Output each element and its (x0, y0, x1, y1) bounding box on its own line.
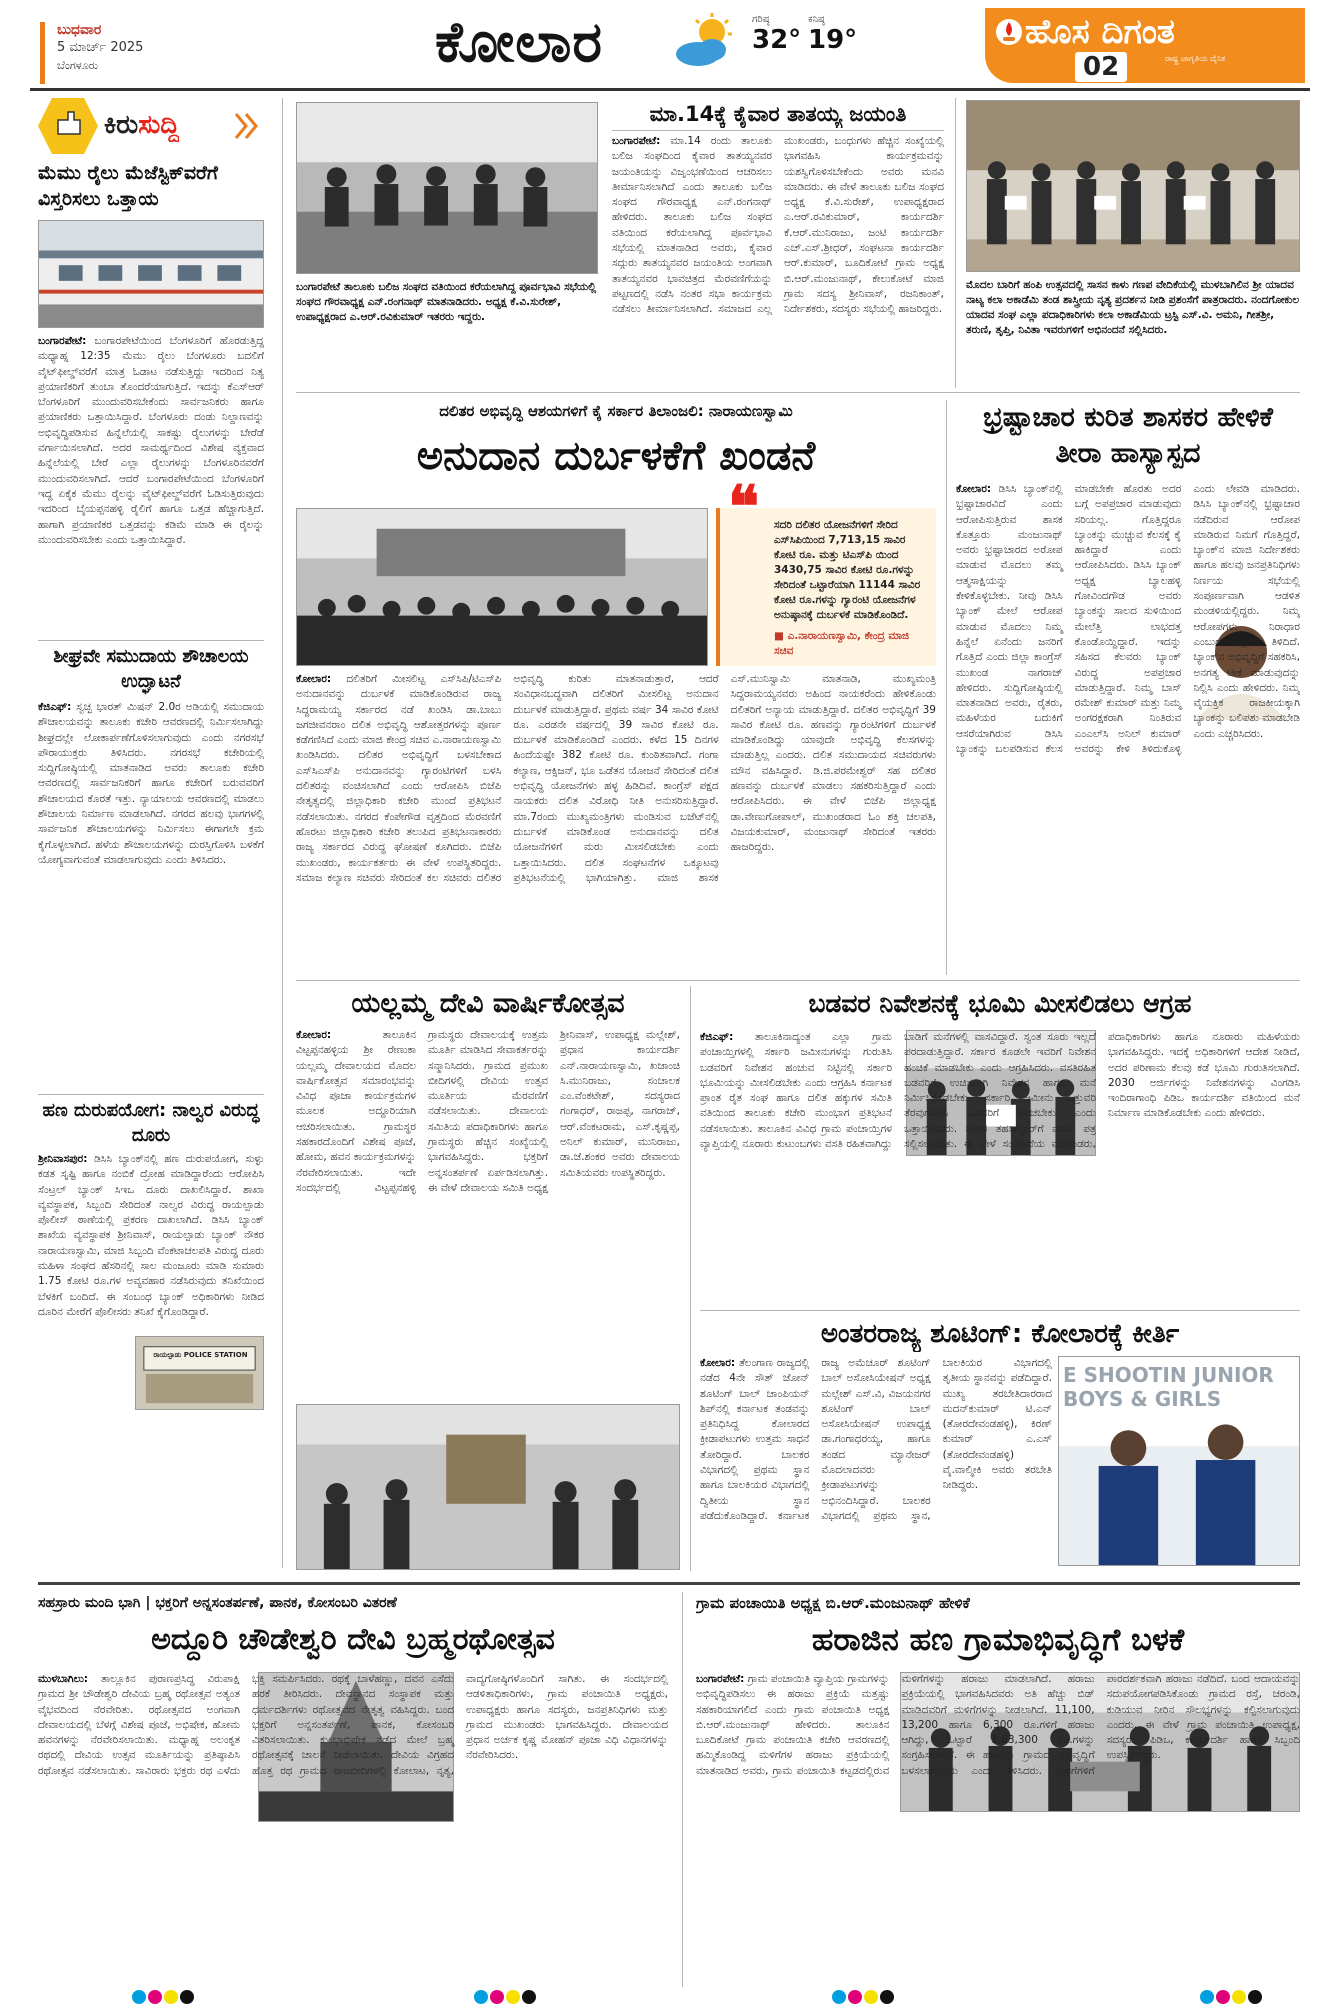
yellamma-temple-photo (296, 1404, 680, 1570)
memu-article (38, 334, 264, 646)
quote-mark-icon: ❝ (728, 473, 760, 541)
anudana-quote-box (716, 473, 936, 666)
shouchalaya-dateline: ಕೆಜಿಎಫ್: (38, 701, 72, 713)
kirusuddi-label-a: ಕಿರು (104, 110, 139, 140)
lamp-logo-icon (995, 18, 1023, 46)
harajina-kicker: ಗ್ರಾಮ ಪಂಚಾಯಿತಿ ಅಧ್ಯಕ್ಷ ಬಿ.ಆರ್.ಮಂಜುನಾಥ್ ಹೇಳಿಕೆ (696, 1594, 970, 1612)
yellamma-dateline: ಕೋಲಾರ: (296, 1029, 332, 1041)
weather-widget (672, 8, 872, 78)
column-rule-bottom (682, 1592, 683, 1987)
left-divider-1 (38, 640, 264, 641)
anudana-quote: ಸದರಿ ದಲಿತರ ಯೋಜನೆಗಳಿಗೆ ಸೇರಿದ ಎಸ್‌ಸಿಪಿಯಿಂದ 7,713,15 ಸಾವಿರ ಕೋಟಿ ರೂ. ಮತ್ತು ಟಿಎಸ್‌ಪಿ ಯಿಂದ 3430,75 ಸಾವಿರ ಕೋಟಿ ರೂ.ಗಳನ್ನು ಸೇರಿದಂತೆ ಒಟ್ಟಾರೆಯಾಗಿ 11144 ಸಾವಿರ ಕೋಟಿ ರೂ.ಗಳನ್ನು ಗ್ಯಾರಂಟಿ ಯೋಜನೆಗಳ ಅನುಷ್ಠಾನಕ್ಕೆ ದುರ್ಬಳಕೆ ಮಾಡಿಕೊಂಡಿದೆ. (774, 519, 921, 621)
tatayya-rule (612, 130, 944, 131)
shouchalaya-body: ಸ್ವಚ್ಛ ಭಾರತ್ ಮಿಷನ್ 2.0ರ ಅಡಿಯಲ್ಲಿ ಸಮುದಾಯ ಶೌಚಾಲಯವನ್ನು ತಾಲೂಕು ಕಚೇರಿ ಆವರಣದಲ್ಲಿ ನಿರ್ಮಿಸಲಾಗಿದ್ದು ಶೀಘ್ರದಲ್ಲೇ ಲೋಕಾರ್ಪಣೆಗೊಳಿಸಲಾಗುವುದು ಎಂದು ನಗರಸಭೆ ಪೌರಾಯುಕ್ತರು ತಿಳಿಸಿದರು. ನಗರಸಭೆ ಕಚೇರಿಯಲ್ಲಿ ಸುದ್ದಿಗೋಷ್ಠಿಯಲ್ಲಿ ಮಾತನಾಡಿದ ಅವರು ತಾಲೂಕು ಕಚೇರಿ ಆವರಣದಲ್ಲಿ ಸಾರ್ವಜನಿಕರಿಗೆ ಹಾಗೂ ಕಚೇರಿಗೆ ಬರುವವರಿಗೆ ಶೌಚಾಲಯದ ಕೊರತೆ ಇತ್ತು. ನ್ಯಾಯಾಲಯ ಆವರಣದಲ್ಲಿ ಮಾಡಲು ಶೌಚಾಲಯ ನಿರ್ಮಾಣ ಮಾಡಲಾಗಿದೆ. ನಗರದ ಹಲವು ಭಾಗಗಳಲ್ಲಿ ಸಾರ್ವಜನಿಕ ಶೌಚಾಲಯಗಳನ್ನು ನಿರ್ಮಿಸಲು ಈಗಾಗಲೇ ಕ್ರಮ ಕೈಗೊಳ್ಳಲಾಗಿದೆ. ಹಳೆಯ ಶೌಚಾಲಯಗಳನ್ನು ದುರಸ್ತಿಗೊಳಿಸಿ ಬಳಕೆಗೆ ಯೋಗ್ಯವಾಗುವಂತೆ ಮಾಡಲಾಗುವುದು ಎಂದು ತಿಳಿಸಿದರು. (38, 701, 264, 866)
memu-train-photo (38, 220, 264, 328)
hana-dateline: ಶ್ರೀನಿವಾಸಪುರ: (38, 1153, 88, 1165)
kirusuddi-label-b: ಸುದ್ದಿ (138, 110, 180, 140)
brand-tagline: ರಾಷ್ಟ್ರ ಜಾಗೃತಿಯ ದೈನಿಕ (1165, 54, 1226, 63)
masthead-divider (30, 88, 1310, 91)
balija-photo-caption: ಬಂಗಾರಪೇಟೆ ತಾಲೂಕು ಬಲಿಜ ಸಂಘದ ವತಿಯಿಂದ ಕರೆಯಲಾಗಿದ್ದ ಪೂರ್ವಭಾವಿ ಸಭೆಯಲ್ಲಿ ಸಂಘದ ಗೌರವಾಧ್ಯಕ್ಷ ಎನ್.ರಂಗನಾಥ್ ಮಾತನಾಡಿದರು. ಅಧ್ಯಕ್ಷ ಕೆ.ವಿ.ಸುರೇಶ್, ಉಪಾಧ್ಯಕ್ಷರಾದ ಎ.ಆರ್.ರವಿಕುಮಾರ್ ಇತರರು ಇದ್ದರು. (296, 281, 597, 323)
anudana-article (296, 672, 936, 972)
adduri-body: ತಾಲ್ಲೂಕಿನ ಪುರಾಣಪ್ರಸಿದ್ಧ ವಿರುಪಾಕ್ಷಿ ಗ್ರಾಮದ ಶ್ರೀ ಚೌಡೇಶ್ವರಿ ದೇವಿಯ ಬ್ರಹ್ಮ ರಥೋತ್ಸವ ಅತ್ಯಂತ ವೈಭವದಿಂದ ನೆರವೇರಿತು. ರಥೋತ್ಸವದ ಅಂಗವಾಗಿ ದೇವಾಲಯದಲ್ಲಿ ಬೆಳಗ್ಗೆ ವಿಶೇಷ ಪೂಜೆ, ಅಭಿಷೇಕ, ಹೋಮ ಹವನಗಳನ್ನು ನೆರವೇರಿಸಲಾಯಿತು. ಮಧ್ಯಾಹ್ನ ಅಲಂಕೃತ ರಥದಲ್ಲಿ ದೇವಿಯ ಉತ್ಸವ ಮೂರ್ತಿಯನ್ನು ಪ್ರತಿಷ್ಠಾಪಿಸಿ ರಥೋತ್ಸವ ನಡೆಸಲಾಯಿತು. ಸಾವಿರಾರು ಭಕ್ತರು ರಥ ಎಳೆದು ಭಕ್ತಿ ಸಮರ್ಪಿಸಿದರು. ರಥಕ್ಕೆ ಬಾಳೆಹಣ್ಣು, ದವನ ಎಸೆದು ಹರಕೆ ತೀರಿಸಿದರು. ದೇವಸ್ಥಾನದ ಸಂಸ್ಥಾಪಕ ಮತ್ತು ಧರ್ಮದರ್ಶಿಗಳು ರಥೋತ್ಸವದ ನೇತೃತ್ವ ವಹಿಸಿದ್ದರು. ಬಂದ ಭಕ್ತರಿಗೆ ಅನ್ನಸಂತರ್ಪಣೆ, ಪಾನಕ, ಕೋಸಂಬರಿ ವಿತರಿಸಲಾಯಿತು. ಕುಂಭಾಭಿಷೇಕ ನಡೆದ ಮೇಲೆ ಬ್ರಹ್ಮ ರಥೋತ್ಸವಕ್ಕೆ ಚಾಲನೆ ನೀಡಲಾಯಿತು. ದೇವಿಯ ವಿಗ್ರಹದ ಹೊತ್ತ ರಥ ಗ್ರಾಮದ ರಾಜಬೀದಿಗಳಲ್ಲಿ ಕೋಲಾಟ, ನೃತ್ಯ, ವಾದ್ಯಗೋಷ್ಠಿಗಳೊಂದಿಗೆ ಸಾಗಿತು. ಈ ಸಂದರ್ಭದಲ್ಲಿ ಆಡಳಿತಾಧಿಕಾರಿಗಳು, ಗ್ರಾಮ ಪಂಚಾಯಿತಿ ಅಧ್ಯಕ್ಷರು, ಉಪಾಧ್ಯಕ್ಷರು ಹಾಗೂ ಸದಸ್ಯರು, ಜನಪ್ರತಿನಿಧಿಗಳು ಮತ್ತು ಗ್ರಾಮದ ಮುಖಂಡರು ಭಾಗವಹಿಸಿದ್ದರು. ದೇವಾಲಯದ ಪ್ರಧಾನ ಅರ್ಚಕ ಕೃಷ್ಣ ಮೋಹನ್ ಪೂಜಾ ವಿಧಿ ವಿಧಾನಗಳನ್ನು ನೆರವೇರಿಸಿದರು. (38, 1673, 668, 1777)
row-divider-2 (296, 980, 1300, 981)
bhrashtachara-article (956, 482, 1300, 972)
hana-article-cont (38, 1336, 130, 1586)
shooting-article (700, 1356, 1052, 1566)
min-temp: ಕನಿಷ್ಠ 19° (808, 14, 858, 55)
anudana-body: ದಲಿತರಿಗೆ ಮೀಸಲಿಟ್ಟ ಎಸ್‌ಸಿಪಿ/ಟಿಎಸ್‌ಪಿ ಅನುದಾನವನ್ನು ದುರ್ಬಳಕೆ ಮಾಡಿಕೊಂಡಿರುವ ರಾಜ್ಯ ಸಿದ್ದರಾಮಯ್ಯ ಸರ್ಕಾರದ ನಡೆ ಖಂಡಿಸಿ ಡಾ.ಬಾಬು ಜಗಜೀವನರಾಂ ದಲಿತ ಅಭಿವೃದ್ಧಿ ಆಶೋತ್ತರಗಳನ್ನು ಪೂರ್ಣ ಕಡೆಗಣಿಸಿದೆ ಎಂದು ಮಾಜಿ ಕೇಂದ್ರ ಸಚಿವ ಎ.ನಾರಾಯಣಸ್ವಾಮಿ ಖಂಡಿಸಿದರು. ದಲಿತರ ಅಭಿವೃದ್ಧಿಗೆ ಬಳಸಬೇಕಾದ ಎಸ್‌ಸಿಎಸ್‌ಪಿ ಅನುದಾನವನ್ನು ಗ್ಯಾರಂಟಿಗಳಿಗೆ ಬಳಸಿ ದಲಿತರನ್ನು ವಂಚಿಸಲಾಗಿದೆ ಎಂದು ಆರೋಪಿಸಿ ಬಿಜೆಪಿ ನೇತೃತ್ವದಲ್ಲಿ ಜಿಲ್ಲಾಧಿಕಾರಿ ಕಚೇರಿ ಮುಂದೆ ಪ್ರತಿಭಟನೆ ನಡೆಸಲಾಯಿತು. ನಗರದ ಕೆಂಪೇಗೌಡ ವೃತ್ತದಿಂದ ಮೆರವಣಿಗೆ ಹೊರಟು ಜಿಲ್ಲಾಧಿಕಾರಿ ಕಚೇರಿ ತಲುಪಿದ ಪ್ರತಿಭಟನಾಕಾರರು ರಾಜ್ಯ ಸರ್ಕಾರದ ವಿರುದ್ಧ ಘೋಷಣೆ ಕೂಗಿದರು. ಬಿಜೆಪಿ ಮುಖಂಡರು, ಕಾರ್ಯಕರ್ತರು ಈ ವೇಳೆ ಉಪಸ್ಥಿತರಿದ್ದರು. ಸಮಾಜ ಕಲ್ಯಾಣ ಸಚಿವರು ಸೇರಿದಂತೆ ಕಲ ಸಚಿವರು ದಲಿತರ ಅಭಿವೃದ್ಧಿ ಕುರಿತು ಮಾತನಾಡುತ್ತಾರೆ, ಆದರೆ ಸಂವಿಧಾನಬದ್ಧವಾಗಿ ದಲಿತರಿಗೆ ಮೀಸಲಿಟ್ಟ ಅನುದಾನ ದುರ್ಬಳಕೆ ಮಾಡುತ್ತಿದ್ದಾರೆ. ಪ್ರಥಮ ವರ್ಷ 34 ಸಾವಿರ ಕೋಟಿ ರೂ. ಎರಡನೇ ವರ್ಷದಲ್ಲಿ 39 ಸಾವಿರ ಕೋಟಿ ರೂ. ದುರ್ಬಳಕೆ ಮಾಡಿಕೊಂಡಿದೆ ಎಂದರು. ಕಳೆದ 15 ದಿನಗಳ ಹಿಂದೆಯಷ್ಟೇ 382 ಕೋಟಿ ರೂ. ಕುಂಠಿತವಾಗಿದೆ. ಗಂಗಾ ಕಲ್ಯಾಣ, ಆಕ್ಸಿಜನ್, ಭೂ ಒಡೆತನ ಯೋಜನೆ ಸೇರಿದಂತೆ ದಲಿತ ಅಭಿವೃದ್ಧಿ ಯೋಜನೆಗಳು ಹಳ್ಳ ಹಿಡಿದಿವೆ. ಕಾಂಗ್ರೆಸ್ ಪಕ್ಷದ ನಾಯಕರು ದಲಿತ ವಿರೋಧಿ ನೀತಿ ಅನುಸರಿಸುತ್ತಿದ್ದಾರೆ. ಮಾ.7ರಂದು ಮುಖ್ಯಮಂತ್ರಿಗಳು ಮಂಡಿಸುವ ಬಜೆಟ್‌ನಲ್ಲಿ ದುರ್ಬಳಕೆ ಮಾಡಿಕೊಂಡ ಅನುದಾನವನ್ನು ದಲಿತ ಯೋಜನೆಗಳಿಗೆ ಮರು ಮೀಸಲಿಡಬೇಕು ಎಂದು ಒತ್ತಾಯಿಸಿದರು. ದಲಿತ ಸಂಘಟನೆಗಳ ಒಕ್ಕೂಟವು ಪ್ರತಿಭಟನೆಯಲ್ಲಿ ಭಾಗಿಯಾಗಿತ್ತು. ಮಾಜಿ ಶಾಸಕ ಎಸ್.ಮುನಿಸ್ವಾಮಿ ಮಾತನಾಡಿ, ಮುಖ್ಯಮಂತ್ರಿ ಸಿದ್ದರಾಮಯ್ಯನವರು ಅಹಿಂದ ನಾಯಕರೆಂದು ಹೇಳಿಕೊಂಡು ದಲಿತರಿಗೆ ಅನ್ಯಾಯ ಮಾಡುತ್ತಿದ್ದಾರೆ. ದಲಿತರ ಅಭಿವೃದ್ಧಿಗೆ 39 ಸಾವಿರ ಕೋಟಿ ರೂ. ಹಣವನ್ನು ಗ್ಯಾರಂಟಿಗಳಿಗೆ ದುರ್ಬಳಕೆ ಮಾಡಿಕೊಂಡಿದ್ದು ಯಾವುದೇ ಅಭಿವೃದ್ಧಿ ಕೆಲಸಗಳನ್ನು ಮಾಡುತ್ತಿಲ್ಲ ಎಂದರು. ದಲಿತ ಸಮುದಾಯದ ಸಚಿವರುಗಳು ಮೌನ ವಹಿಸಿದ್ದಾರೆ. ಡಿ.ಜಿ.ಪರಮೇಶ್ವರ್ ಸಹ ದಲಿತರ ಹಣವನ್ನು ದುರ್ಬಳಕೆ ಮಾಡಲು ಸಹಕರಿಸುತ್ತಿದ್ದಾರೆ ಎಂದು ಆರೋಪಿಸಿದರು. ಈ ವೇಳೆ ಬಿಜೆಪಿ ಜಿಲ್ಲಾಧ್ಯಕ್ಷ ಡಾ.ವೇಣುಗೋಪಾಲ್, ಮುಖಂಡರಾದ ಓಂ ಶಕ್ತಿ ಚಲಪತಿ, ವಿಜಯಕುಮಾರ್, ಮಂಜುನಾಥ್ ಸೇರಿದಂತೆ ಇತರರು ಹಾಜರಿದ್ದರು. (296, 673, 936, 884)
tatayya-body: ಮಾ.14 ರಂದು ತಾಲೂಕು ಬಲಿಜ ಸಂಘದಿಂದ ಕೈವಾರ ತಾತಯ್ಯನವರ ಜಯಂತಿಯನ್ನು ವಿಜೃಂಭಣೆಯಿಂದ ಆಚರಿಸಲು ತೀರ್ಮಾನಿಸಲಾಗಿದೆ ಎಂದು ತಾಲೂಕು ಬಲಿಜ ಸಂಘದ ಗೌರವಾಧ್ಯಕ್ಷ ಎನ್.ರಂಗನಾಥ್ ಹೇಳಿದರು. ತಾಲೂಕು ಬಲಿಜ ಸಂಘದ ವತಿಯಿಂದ ಕರೆಯಲಾಗಿದ್ದ ಪೂರ್ವಭಾವಿ ಸಭೆಯಲ್ಲಿ ಮಾತನಾಡಿದ ಅವರು, ಕೈವಾರ ಸದ್ಗುರು ತಾತಯ್ಯನವರ ಜಯಂತಿಯ ಅಂಗವಾಗಿ ತಾತಯ್ಯನವರ ಭಾವಚಿತ್ರದ ಮೆರವಣಿಗೆಯನ್ನು ಪಟ್ಟಣದಲ್ಲಿ ನಡೆಸಿ ನಂತರ ಸಭಾ ಕಾರ್ಯಕ್ರಮ ನಡೆಸಲು ತೀರ್ಮಾನಿಸಲಾಗಿದೆ. ಸಮಾಜದ ಎಲ್ಲ ಮುಖಂಡರು, ಬಂಧುಗಳು ಹೆಚ್ಚಿನ ಸಂಖ್ಯೆಯಲ್ಲಿ ಭಾಗವಹಿಸಿ ಕಾರ್ಯಕ್ರಮವನ್ನು ಯಶಸ್ವಿಗೊಳಿಸಬೇಕೆಂದು ಅವರು ಮನವಿ ಮಾಡಿದರು. ಈ ವೇಳೆ ತಾಲೂಕು ಬಲಿಜ ಸಂಘದ ಅಧ್ಯಕ್ಷ ಕೆ.ವಿ.ಸುರೇಶ್, ಉಪಾಧ್ಯಕ್ಷರಾದ ಎ.ಆರ್.ರವಿಕುಮಾರ್, ಕಾರ್ಯದರ್ಶಿ ಕೆ.ಆರ್.ಮುನಿರಾಜು, ಜಂಟಿ ಕಾರ್ಯದರ್ಶಿ ಎಚ್.ಎಸ್.ಶ್ರೀಧರ್, ಸಂಘಟನಾ ಕಾರ್ಯದರ್ಶಿ ಆರ್.ಕುಮಾರ್, ಬೂದಿಕೋಟೆ ಗ್ರಾಮ ಅಧ್ಯಕ್ಷ ಬಿ.ಆರ್.ಮಂಜುನಾಥ್, ಕೇಲುಕೋಟೆ ಮಾಜಿ ಗ್ರಾಮ ಸದಸ್ಯ ಶ್ರೀನಿವಾಸ್, ರಜನಿಕಾಂತ್, ನಿರ್ದೇಶಕರು, ಸದಸ್ಯರು ಸಭೆಯಲ್ಲಿ ಹಾಜರಿದ್ದರು. (612, 135, 944, 316)
badavara-body: ತಾಲೂಕಿನಾದ್ಯಂತ ಎಲ್ಲಾ ಗ್ರಾಮ ಪಂಚಾಯ್ತಿಗಳಲ್ಲಿ ಸರ್ಕಾರಿ ಜಮೀನುಗಳನ್ನು ಗುರುತಿಸಿ ಬಡವರಿಗೆ ನಿವೇಶನ ಹಂಚುವ ನಿಟ್ಟಿನಲ್ಲಿ ಸರ್ಕಾರಿ ಭೂಮಿಯನ್ನು ಮೀಸಲಿಡಬೇಕು ಎಂದು ಆಗ್ರಹಿಸಿ ಕರ್ನಾಟಕ ಪ್ರಾಂತ ರೈತ ಸಂಘ ಹಾಗೂ ದಲಿತ ಹಕ್ಕುಗಳ ಸಮಿತಿ ವತಿಯಿಂದ ತಾಲೂಕು ಕಚೇರಿ ಮುಂಭಾಗ ಪ್ರತಿಭಟನೆ ನಡೆಸಲಾಯಿತು. ತಾಲೂಕಿನ ವಿವಿಧ ಗ್ರಾಮ ಪಂಚಾಯ್ತಿಗಳ ವ್ಯಾಪ್ತಿಯಲ್ಲಿ ನೂರಾರು ಕುಟುಂಬಗಳು ವಸತಿ ರಹಿತವಾಗಿದ್ದು ಬಾಡಿಗೆ ಮನೆಗಳಲ್ಲಿ ವಾಸವಿದ್ದಾರೆ. ಸ್ವಂತ ಸೂರು ಇಲ್ಲದೆ ಪರದಾಡುತ್ತಿದ್ದಾರೆ. ಸರ್ಕಾರ ಕೂಡಲೇ ಇವರಿಗೆ ನಿವೇಶನ ಹಂಚಿಕೆ ಮಾಡಬೇಕು ಎಂದು ಆಗ್ರಹಿಸಿದರು. ವಸತಿರಹಿತ ಬಡವರಿಗೆ ಉಚಿತವಾಗಿ ನಿವೇಶನ ಹಾಗೂ ಮನೆ ನಿರ್ಮಿಸಿಕೊಡಬೇಕು, ಸರ್ಕಾರಿ ಜಮೀನು ಒತ್ತುವರಿ ತೆರವುಗೊಳಿಸಿ ಬಡವರಿಗೆ ಹಂಚಬೇಕು ಎಂದು ಒತ್ತಾಯಿಸಿದರು. ನಂತರ ತಹಸೀಲ್ದಾರ್‌ಗೆ ಮನವಿ ಪತ್ರ ಸಲ್ಲಿಸಲಾಯಿತು. ಈ ವೇಳೆ ಸಂಘಟನೆಯ ಮುಖಂಡರು, ಪದಾಧಿಕಾರಿಗಳು ಹಾಗೂ ನೂರಾರು ಮಹಿಳೆಯರು ಭಾಗವಹಿಸಿದ್ದರು. ಇದಕ್ಕೆ ಅಧಿಕಾರಿಗಳಿಗೆ ಆದೇಶ ನೀಡಿದೆ, ಅದರ ಪರಿಣಾಮ ಕೆಲವು ಕಡೆ ಭೂಮಿ ಗುರುತಿಸಲಾಗಿದೆ. 2030 ಅರ್ಜಿಗಳನ್ನು ನಿವೇಶನಗಳನ್ನು ವಿಂಗಡಿಸಿ ಇಂದಿರಾಗಾಂಧಿ ಪಿಡಿಒ ಕಾರ್ಯದರ್ಶಿ ವತಿಯಿಂದ ಮನೆ ನಿರ್ಮಾಣ ಮಾಡಿಕೊಡಬೇಕು ಎಂದು ಹೇಳಿದರು. (700, 1031, 1300, 1151)
page-number: 02 (1075, 52, 1127, 82)
chevrons-icon (234, 112, 260, 140)
protest-photo (296, 508, 708, 666)
anudana-headline: ಅನುದಾನ ದುರ್ಬಳಕೆಗೆ ಖಂಡನೆ (416, 433, 816, 479)
tatayya-article (612, 134, 944, 374)
badavara-article (700, 1030, 1300, 1306)
hana-article (38, 1152, 264, 1334)
anudana-dateline: ಕೋಲಾರ: (296, 673, 332, 685)
shouchalaya-headline: ಶೀಘ್ರವೇ ಸಮುದಾಯ ಶೌಚಾಲಯ ಉದ್ಘಾಟನೆ (53, 646, 249, 692)
bhrashtachara-dateline: ಕೋಲಾರ: (956, 483, 992, 495)
max-temp: ಗರಿಷ್ಠ 32° (752, 14, 802, 55)
hampi-dancers-photo (966, 100, 1300, 272)
yellamma-article (296, 1028, 680, 1398)
row-divider-1 (296, 392, 1300, 393)
balija-meeting-photo (296, 102, 598, 274)
harajina-dateline: ಬಂಗಾರಪೇಟೆ: (696, 1673, 745, 1685)
row-divider-3 (700, 1310, 1300, 1311)
shouchalaya-article (38, 700, 264, 1094)
harajina-article (696, 1672, 1300, 1984)
police-station-photo (135, 1336, 264, 1410)
edition-date: 5 ಮಾರ್ಚ್ 2025 (57, 40, 144, 55)
brand-name: ಹೊಸ ದಿಗಂತ (1025, 12, 1175, 52)
shooting-players-photo (1058, 1356, 1300, 1566)
column-rule-mid-top (955, 98, 956, 388)
bhrashtachara-headline: ಭ್ರಷ್ಟಾಚಾರ ಕುರಿತ ಶಾಸಕರ ಹೇಳಿಕೆ ತೀರಾ ಹಾಸ್ಯಾಸ್ಪದ (983, 402, 1273, 469)
shooting-body: ತೆಲಂಗಾಣ ರಾಜ್ಯದಲ್ಲಿ ನಡೆದ 4ನೇ ಸೌತ್ ಜೋನ್ ಶೂಟಿಂಗ್ ಬಾಲ್ ಚಾಂಪಿಯನ್ ಶಿಪ್‌ನಲ್ಲಿ ಕರ್ನಾಟಕ ತಂಡವನ್ನು ಪ್ರತಿನಿಧಿಸಿದ್ದ ಕೋಲಾರದ ಕ್ರೀಡಾಪಟುಗಳು ಉತ್ತಮ ಸಾಧನೆ ತೋರಿದ್ದಾರೆ. ಬಾಲಕರ ವಿಭಾಗದಲ್ಲಿ ಪ್ರಥಮ ಸ್ಥಾನ ಹಾಗೂ ಬಾಲಕಿಯರ ವಿಭಾಗದಲ್ಲಿ ದ್ವಿತೀಯ ಸ್ಥಾನ ಪಡೆದುಕೊಂಡಿದ್ದಾರೆ. ಕರ್ನಾಟಕ ರಾಜ್ಯ ಅಮೆಚೂರ್ ಶೂಟಿಂಗ್ ಬಾಲ್ ಅಸೋಸಿಯೇಷನ್ ಅಧ್ಯಕ್ಷ ಮಲ್ಲೇಶ್ ಎಸ್.ವಿ, ವಿಜಯನಗರ ಶೂಟಿಂಗ್ ಬಾಲ್ ಅಸೋಸಿಯೇಷನ್ ಉಪಾಧ್ಯಕ್ಷ ಡಾ.ಗಂಗಾಧರಯ್ಯ, ಹಾಗೂ ತಂಡದ ಮ್ಯಾನೇಜರ್ ಮೊದಲಾದವರು ಕ್ರೀಡಾಪಟುಗಳನ್ನು ಅಭಿನಂದಿಸಿದ್ದಾರೆ. ಬಾಲಕರ ವಿಭಾಗದಲ್ಲಿ ಪ್ರಥಮ ಸ್ಥಾನ, ಬಾಲಕಿಯರ ವಿಭಾಗದಲ್ಲಿ ತೃತೀಯ ಸ್ಥಾನವನ್ನು ಪಡೆದಿದ್ದಾರೆ. ಮುಖ್ಯ ತರಬೇತಿದಾರರಾದ ಮದನ್‌ಕುಮಾರ್ ಟಿ.ಎನ್ (ತೋರದೇವಂಡಹಳ್ಳಿ), ಕಿರಣ್ ಕುಮಾರ್ ಎ.ಎಸ್ (ತೋರದೇವಂಡಹಳ್ಳಿ) ವೈ.ವಾಲ್ಮೀಕಿ ಅವರು ತರಬೇತಿ ನೀಡಿದ್ದರು. (700, 1357, 1052, 1522)
harajina-body: ಗ್ರಾಮ ಪಂಚಾಯಿತಿ ವ್ಯಾಪ್ತಿಯ ಗ್ರಾಮಗಳನ್ನು ಅಭಿವೃದ್ಧಿಪಡಿಸಲು ಈ ಹರಾಜು ಪ್ರಕ್ರಿಯೆ ಮತ್ತಷ್ಟು ಸಹಕಾರಿಯಾಗಲಿದೆ ಎಂದು ಗ್ರಾಮ ಪಂಚಾಯಿತಿ ಅಧ್ಯಕ್ಷ ಬಿ.ಆರ್.ಮಂಜುನಾಥ್ ಹೇಳಿದರು. ತಾಲೂಕಿನ ಬೂದಿಕೋಟೆ ಗ್ರಾಮ ಪಂಚಾಯಿತಿ ಕಚೇರಿ ಆವರಣದಲ್ಲಿ ಹಮ್ಮಿಕೊಂಡಿದ್ದ ಮಳಿಗೆಗಳ ಹರಾಜು ಪ್ರಕ್ರಿಯೆಯಲ್ಲಿ ಮಾತನಾಡಿದ ಅವರು, ಗ್ರಾಮ ಪಂಚಾಯಿತಿ ಕಟ್ಟಡದಲ್ಲಿರುವ ಮಳಿಗೆಗಳನ್ನು ಹರಾಜು ಮಾಡಲಾಗಿದೆ. ಹರಾಜು ಪ್ರಕ್ರಿಯೆಯಲ್ಲಿ ಭಾಗವಹಿಸಿದವರು ಅತಿ ಹೆಚ್ಚು ಬಿಡ್ ಮಾಡಿದವರಿಗೆ ಮಳಿಗೆಗಳನ್ನು ನೀಡಲಾಗಿದೆ. 11,100, 13,200 ಹಾಗೂ 6,300 ರೂ.ಗಳಿಗೆ ಹರಾಜು ಆಗಿದ್ದು, ಒಟ್ಟಾರೆ 1,63,300 ರೂ.ಗಳನ್ನು ಸಂಗ್ರಹಿಸಲಾಗಿದೆ. ಈ ಹಣವನ್ನು ಗ್ರಾಮದ ಅಭಿವೃದ್ಧಿಗೆ ಬಳಸಲಾಗುವುದು ಎಂದು ತಿಳಿಸಿದರು. ಮಳಿಗೆಗಳಿಗೆ ಪಾರದರ್ಶಕವಾಗಿ ಹರಾಜು ನಡೆದಿದೆ. ಬಂದ ಆದಾಯವನ್ನು ಸದುಪಯೋಗಪಡಿಸಿಕೊಂಡು ಗ್ರಾಮದ ರಸ್ತೆ, ಚರಂಡಿ, ಕುಡಿಯುವ ನೀರಿನ ಸೌಲಭ್ಯಗಳನ್ನು ಕಲ್ಪಿಸಲಾಗುವುದು ಎಂದರು. ಈ ವೇಳೆ ಗ್ರಾಮ ಪಂಚಾಯಿತಿ ಉಪಾಧ್ಯಕ್ಷ, ಸದಸ್ಯರು, ಪಿಡಿಒ, ಕಾರ್ಯದರ್ಶಿ ಹಾಗೂ ಸಿಬ್ಬಂದಿ ಉಪಸ್ಥಿತರಿದ್ದರು. (696, 1673, 1300, 1777)
yellamma-body: ತಾಲೂಕಿನ ವಿಟ್ಟಪ್ಪನಹಳ್ಳಿಯ ಶ್ರೀ ರೇಣುಕಾ ಯಲ್ಲಮ್ಮ ದೇವಾಲಯದ ಮೊದಲ ವಾರ್ಷಿಕೋತ್ಸವ ಸಮಾರಂಭವನ್ನು ವಿವಿಧ ಪೂಜಾ ಕಾರ್ಯಕ್ರಮಗಳ ಮೂಲಕ ಅದ್ದೂರಿಯಾಗಿ ಆಚರಿಸಲಾಯಿತು. ಗ್ರಾಮಸ್ಥರ ಸಹಕಾರದೊಂದಿಗೆ ವಿಶೇಷ ಪೂಜೆ, ಹೋಮ, ಹವನ ಕಾರ್ಯಕ್ರಮಗಳನ್ನು ನೆರವೇರಿಸಲಾಯಿತು. ಇದೇ ಸಂದರ್ಭದಲ್ಲಿ ವಿಟ್ಟಪ್ಪನಹಳ್ಳಿ ಗ್ರಾಮಸ್ಥರು ದೇವಾಲಯಕ್ಕೆ ಉತ್ತಮ ಮೂರ್ತಿ ಮಾಡಿಸಿದ ಸೇವಾಕರ್ತರನ್ನು ಸನ್ಮಾನಿಸಿದರು. ಗ್ರಾಮದ ಪ್ರಮುಖ ಬೀದಿಗಳಲ್ಲಿ ದೇವಿಯ ಉತ್ಸವ ಮೂರ್ತಿಯ ಮೆರವಣಿಗೆ ನಡೆಸಲಾಯಿತು. ದೇವಾಲಯ ಸಮಿತಿಯ ಪದಾಧಿಕಾರಿಗಳು ಹಾಗೂ ಗ್ರಾಮಸ್ಥರು ಹೆಚ್ಚಿನ ಸಂಖ್ಯೆಯಲ್ಲಿ ಭಾಗವಹಿಸಿದ್ದರು. ಭಕ್ತರಿಗೆ ಅನ್ನಸಂತರ್ಪಣೆ ಏರ್ಪಡಿಸಲಾಗಿತ್ತು. ಈ ವೇಳೆ ದೇವಾಲಯ ಸಮಿತಿ ಅಧ್ಯಕ್ಷ ಶ್ರೀನಿವಾಸ್, ಉಪಾಧ್ಯಕ್ಷ ಮಲ್ಲೇಶ್, ಪ್ರಧಾನ ಕಾರ್ಯದರ್ಶಿ ಎನ್.ನಾರಾಯಣಸ್ವಾಮಿ, ಖಜಾಂಚಿ ಸಿ.ಮುನಿರಾಜು, ಸಂಚಾಲಕ ಎಂ.ವೆಂಕಟೇಶ್, ಸದಸ್ಯರಾದ ಗಂಗಾಧರ್, ರಾಜಪ್ಪ, ನಾಗರಾಜ್, ಆರ್.ವೆಂಕಟರಾಮ, ಎಸ್.ಕೃಷ್ಣಪ್ಪ, ಅನಿಲ್ ಕುಮಾರ್, ಮುನಿರಾಜು, ಡಾ.ಜೆ.ಶಂಕರ ಅವರು ದೇವಾಲಯ ಸಮಿತಿಯವರು ಉಪಸ್ಥಿತರಿದ್ದರು. (296, 1029, 680, 1194)
edition-city: ಬೆಂಗಳೂರು (57, 59, 99, 72)
adduri-dateline: ಮುಳಬಾಗಿಲು: (38, 1673, 88, 1685)
memu-headline: ಮೆಮು ರೈಲು ಮೆಜೆಸ್ಟಿಕ್‌ವರೆಗೆ ವಿಸ್ತರಿಸಲು ಒತ್ತಾಯ (38, 162, 218, 210)
hana-body: ಡಿಸಿಸಿ ಬ್ಯಾಂಕ್‌ನಲ್ಲಿ ಹಣ ದುರುಪಯೋಗ, ಸುಳ್ಳು ಕಡತ ಸೃಷ್ಟಿ ಹಾಗೂ ನಂಬಿಕೆ ದ್ರೋಹ ಮಾಡಿದ್ದಾರೆಂದು ಆರೋಪಿಸಿ ಸೆಂಟ್ರಲ್ ಬ್ಯಾಂಕ್ ಸಿಇಒ ದೂರು ದಾಖಲಿಸಿದ್ದಾರೆ. ಶಾಖಾ ವ್ಯವಸ್ಥಾಪಕ, ಸಿಬ್ಬಂದಿ ಸೇರಿದಂತೆ ನಾಲ್ವರ ವಿರುದ್ಧ ರಾಯಲ್ಪಾಡು ಪೊಲೀಸ್ ಠಾಣೆಯಲ್ಲಿ ಪ್ರಕರಣ ದಾಖಲಾಗಿದೆ. ಡಿಸಿಸಿ ಬ್ಯಾಂಕ್ ಶಾಖೆಯ ವ್ಯವಸ್ಥಾಪಕ ಶ್ರೀನಿವಾಸ್, ರಾಯಲ್ಪಾಡು ಬ್ಯಾಂಕ್ ನೌಕರ ನಾರಾಯಣಸ್ವಾಮಿ, ಮಾಜಿ ಸಿಬ್ಬಂದಿ ವೆಂಕಟಾಚಲಪತಿ ವಿರುದ್ಧ ದೂರು ಮಹಿಳಾ ಸಂಘದ ಹೆಸರಿನಲ್ಲಿ ಸಾಲ ಮಂಜೂರು ಮಾಡಿ ಸುಮಾರು 1.75 ಕೋಟಿ ರೂ.ಗಳ ಅವ್ಯವಹಾರ ನಡೆಸಿರುವುದು ತನಿಖೆಯಿಂದ ಬೆಳಕಿಗೆ ಬಂದಿದೆ. ಈ ಸಂಬಂಧ ಬ್ಯಾಂಕ್ ಅಧಿಕಾರಿಗಳು ನೀಡಿದ ದೂರಿನ ಮೇರೆಗೆ ಪೊಲೀಸರು ತನಿಖೆ ಕೈಗೊಂಡಿದ್ದಾರೆ. (38, 1153, 264, 1318)
weekday: ಬುಧವಾರ (57, 22, 102, 38)
adduri-headline: ಅದ್ದೂರಿ ಚೌಡೇಶ್ವರಿ ದೇವಿ ಬ್ರಹ್ಮರಥೋತ್ಸವ (151, 1622, 555, 1657)
hand-pointing-icon (38, 98, 98, 154)
column-rule-mid-2 (946, 400, 947, 975)
shooting-headline: ಅಂತರರಾಜ್ಯ ಶೂಟಿಂಗ್: ಕೋಲಾರಕ್ಕೆ ಕೀರ್ತಿ (820, 1319, 1180, 1349)
police-sign-text: ರಾಯಲ್ಪಾಡು POLICE STATION (153, 1351, 248, 1359)
row-divider-4 (38, 1582, 1300, 1585)
hana-headline: ಹಣ ದುರುಪಯೋಗ: ನಾಲ್ವರ ವಿರುದ್ಧ ದೂರು (42, 1100, 260, 1146)
anudana-kicker: ದಲಿತರ ಅಭಿವೃದ್ಧಿ ಆಶಯಗಳಿಗೆ ಕೈ ಸರ್ಕಾರ ತಿಲಾಂಜಲಿ: ನಾರಾಯಣಸ್ವಾಮಿ (439, 402, 793, 420)
hampi-caption: ಮೊದಲ ಬಾರಿಗೆ ಹಂಪಿ ಉತ್ಸವದಲ್ಲಿ ಸಾಸನ ಕಾಳು ಗಣಪ ವೇದಿಕೆಯಲ್ಲಿ ಮುಳಬಾಗಿಲಿನ ಶ್ರೀ ಯಾದವ ನಾಟ್ಯ ಕಲಾ ಅಕಾಡೆಮಿ ತಂಡ ಶಾಸ್ತ್ರೀಯ ನೃತ್ಯ ಪ್ರದರ್ಶನ ನೀಡಿ ಪ್ರಶಂಸೆಗೆ ಪಾತ್ರರಾದರು. ನಂದಗೋಕುಲ ಯಾದವ ಸಂಘ ಎಲ್ಲಾ ಪದಾಧಿಕಾರಿಗಳು ಕಲಾ ಅಕಾಡೆಮಿಯ ಟ್ರಸ್ಟಿ ಎಸ್.ವಿ. ಅಮನಿ, ಗೀತಶ್ರೀ, ತರುಣಿ, ತೃಪ್ತಿ, ನಿವಿತಾ ಇವರುಗಳಿಗೆ ಅಭಿನಂದನೆ ಸಲ್ಲಿಸಿದರು. (966, 279, 1300, 336)
edition-title: ಕೋಲಾರ (435, 10, 603, 75)
shooting-dateline: ಕೋಲಾರ: (700, 1357, 736, 1369)
harajina-headline: ಹರಾಜಿನ ಹಣ ಗ್ರಾಮಾಭಿವೃದ್ಧಿಗೆ ಬಳಕೆ (811, 1622, 1185, 1658)
adduri-kicker: ಸಹಸ್ರಾರು ಮಂದಿ ಭಾಗಿ | ಭಕ್ತರಿಗೆ ಅನ್ನಸಂತರ್ಪಣೆ, ಪಾನಕ, ಕೋಸಂಬರಿ ವಿತರಣೆ (38, 1595, 397, 1611)
memu-body: ಬಂಗಾರಪೇಟೆಯಿಂದ ಬೆಂಗಳೂರಿಗೆ ಹೊರಡುತ್ತಿದ್ದ ಮಧ್ಯಾಹ್ನ 12:35 ಮೆಮು ರೈಲು ಬೆಂಗಳೂರು ಬದಲಿಗೆ ವೈಟ್‌ಫೀಲ್ಡ್‌ವರೆಗೆ ಮಾತ್ರ ಓಡಾಟ ನಡೆಸುತ್ತಿದ್ದು ಇದರಿಂದ ನಿತ್ಯ ಪ್ರಯಾಣಿಕರಿಗೆ ತುಂಬಾ ತೊಂದರೆಯಾಗುತ್ತಿದೆ. ಇದನ್ನು ಕೆಎಸ್‌ಆರ್ ಬೆಂಗಳೂರಿಗೆ ಮುಂದುವರಿಸಬೇಕೆಂದು ಸಾರ್ವಜನಿಕರು ಹಾಗೂ ಪ್ರಯಾಣಿಕರು ಒತ್ತಾಯಿಸಿದ್ದಾರೆ. ಬೆಂಗಳೂರು ದಂಡು ನಿಲ್ದಾಣವನ್ನು ಅಭಿವೃದ್ಧಿಪಡಿಸುವ ಹಿನ್ನೆಲೆಯಲ್ಲಿ ಸಾಕಷ್ಟು ರೈಲುಗಳನ್ನು ಬೇರೆಡೆ ವರ್ಗಾಯಿಸಲಾಗಿದೆ. ಅದರ ಸಾಮರ್ಥ್ಯದಿಂದ ವಿಶೇಷ ವ್ಯಕ್ತವಾದ ಹಿನ್ನೆಲೆಯಲ್ಲಿ ಬೇರೆ ಎಲ್ಲಾ ರೈಲುಗಳನ್ನು ಬೆಂಗಳೂರಿನವರೆಗೆ ಮುಂದುವರಿಸಲಾಗಿದೆ. ಆದರೆ ಬಂಗಾರಪೇಟೆಯಿಂದ ಬೆಂಗಳೂರಿಗೆ ಇದ್ದ ಏಕೈಕ ಮೆಮು ರೈಲನ್ನು ವೈಟ್‌ಫೀಲ್ಡ್‌ವರೆಗೆ ಓಡಿಸುತ್ತಿರುವುದು ಇದರಿಂದ ಬೈಯಪ್ಪನಹಳ್ಳಿ ರೈಲಿಗೆ ಹಾಗೂ ಒತ್ತಡ ಹೆಚ್ಚಾಗುತ್ತಿದೆ. ಹಾಗಾಗಿ ಪ್ರಯಾಣಿಕರ ಒತ್ತಡವನ್ನು ಕಡಿಮೆ ಮಾಡಿ ಈ ರೈಲನ್ನು ಮುಂದುವರಿಸಬೇಕು ಎಂದು ಒತ್ತಾಯಿಸಿದ್ದಾರೆ. (38, 335, 264, 546)
left-divider-2 (38, 1094, 264, 1095)
column-rule-mid-3 (690, 986, 691, 1571)
anudana-quote-author: ■ ಎ.ನಾರಾಯಣಸ್ವಾಮಿ, ಕೇಂದ್ರ ಮಾಜಿ ಸಚಿವ (774, 630, 910, 657)
yellamma-headline: ಯಲ್ಲಮ್ಮ ದೇವಿ ವಾರ್ಷಿಕೋತ್ಸವ (351, 988, 625, 1019)
bhrashtachara-body: ಡಿಸಿಸಿ ಬ್ಯಾಂಕ್‌ನಲ್ಲಿ ಭ್ರಷ್ಟಾಚಾರವಿದೆ ಎಂದು ಆರೋಪಿಸುತ್ತಿರುವ ಶಾಸಕ ಕೊತ್ತೂರು ಮಂಜುನಾಥ್ ಅವರು ಭ್ರಷ್ಟಾಚಾರದ ಅರೋಪ ಮಾಡುವ ಮೊದಲು ತಮ್ಮ ಆತ್ಮಸಾಕ್ಷಿಯನ್ನು ಕೇಳಿಕೊಳ್ಳಬೇಕು. ನೀವು ಡಿಸಿಸಿ ಬ್ಯಾಂಕ್ ಮೇಲೆ ಆರೋಪ ಮಾಡುವ ಮೊದಲು ನಿಮ್ಮ ಹಿನ್ನೆಲೆ ಏನೆಂದು ಜನರಿಗೆ ಗೊತ್ತಿದೆ ಎಂದು ಜಿಲ್ಲಾ ಕಾಂಗ್ರೆಸ್ ಮುಖಂಡ ನಾಗರಾಜ್ ಹೇಳಿದರು. ಸುದ್ದಿಗೋಷ್ಠಿಯಲ್ಲಿ ಮಾತನಾಡಿದ ಅವರು, ರೈತರು, ಮಹಿಳೆಯರ ಬದುಕಿಗೆ ಆಸರೆಯಾಗಿರುವ ಡಿಸಿಸಿ ಬ್ಯಾಂಕನ್ನು ಬಲಪಡಿಸುವ ಕೆಲಸ ಮಾಡಬೇಕೇ ಹೊರತು ಅದರ ಬಗ್ಗೆ ಅಪಪ್ರಚಾರ ಮಾಡುವುದು ಸರಿಯಲ್ಲ. ಗೊತ್ತಿದ್ದರೂ ಬ್ಯಾಂಕನ್ನು ಮುಚ್ಚುವ ಕೆಲಸಕ್ಕೆ ಕೈ ಹಾಕಿದ್ದಾರೆ ಎಂದು ಆರೋಪಿಸಿದರು. ಡಿಸಿಸಿ ಬ್ಯಾಂಕ್ ಅಧ್ಯಕ್ಷ ಬ್ಯಾಲಹಳ್ಳಿ ಗೋವಿಂದಗೌಡ ಅವರು ಬ್ಯಾಂಕನ್ನು ಸಾಲದ ಸುಳಿಯಿಂದ ಮೇಲೆತ್ತಿ ಲಾಭದತ್ತ ಕೊಂಡೊಯ್ದಿದ್ದಾರೆ. ಇದನ್ನು ಸಹಿಸದ ಕೆಲವರು ಬ್ಯಾಂಕ್ ವಿರುದ್ಧ ಅಪಪ್ರಚಾರ ಮಾಡುತ್ತಿದ್ದಾರೆ. ನಿಮ್ಮ ಬಾಸ್ ರಮೇಶ್ ಕುಮಾರ್ ಮತ್ತು ನಿಮ್ಮ ಅಂಗರಕ್ಷಕರಾಗಿ ನಿಂತಿರುವ ಎಂಎಲ್‌ಸಿ ಅನಿಲ್ ಕುಮಾರ್ ಅವರನ್ನು ಕೇಳಿ ತಿಳಿದುಕೊಳ್ಳಿ ಎಂದು ಲೇವಡಿ ಮಾಡಿದರು. ಡಿಸಿಸಿ ಬ್ಯಾಂಕ್‌ನಲ್ಲಿ ಭ್ರಷ್ಟಾಚಾರ ನಡೆದಿರುವ ಆರೋಪ ಮಾಡಿರುವ ನಿಮಗೆ ಗೊತ್ತಿದ್ದರೆ, ಬ್ಯಾಂಕ್‌ನ ಮಾಜಿ ನಿರ್ದೇಶಕರು ಹಾಗೂ ಹಲವು ಜನಪ್ರತಿನಿಧಿಗಳು ನಿರ್ಣಯ ಸಭೆಯಲ್ಲಿ ಸಂಪೂರ್ಣವಾಗಿ ಆಡಳಿತ ಮಂಡಳಿಯಲ್ಲಿದ್ದರು. ನಿಮ್ಮ ಆರೋಪಗಳು ನಿರಾಧಾರ ಎಂಬುದು ಎಲ್ಲರಿಗೂ ತಿಳಿದಿದೆ. ಬ್ಯಾಂಕ್‌ನ ಅಭಿವೃದ್ಧಿಗೆ ಸಹಕರಿಸಿ, ಅನಗತ್ಯ ಟೀಕೆ ಮಾಡುವುದನ್ನು ನಿಲ್ಲಿಸಿ ಎಂದು ಹೇಳಿದರು. ನಿಮ್ಮ ವೈಯಕ್ತಿಕ ರಾಜಕೀಯಕ್ಕಾಗಿ ಬ್ಯಾಂಕನ್ನು ಬಲಿಪಶು ಮಾಡಬೇಡಿ ಎಂದು ಎಚ್ಚರಿಸಿದರು. (956, 483, 1300, 756)
kirusuddi-badge (38, 98, 260, 154)
column-rule-left (282, 98, 283, 1568)
shooting-banner-text: E SHOOTIN JUNIOR BOYS & GIRLS (1063, 1363, 1274, 1411)
tatayya-headline: ಮಾ.14ಕ್ಕೆ ಕೈವಾರ ತಾತಯ್ಯ ಜಯಂತಿ (649, 102, 907, 126)
badavara-headline: ಬಡವರ ನಿವೇಶನಕ್ಕೆ ಭೂಮಿ ಮೀಸಲಿಡಲು ಆಗ್ರಹ (808, 989, 1192, 1018)
memu-dateline: ಬಂಗಾರಪೇಟೆ: (38, 335, 87, 347)
adduri-article (38, 1672, 668, 1984)
tatayya-dateline: ಬಂಗಾರಪೇಟೆ: (612, 135, 661, 147)
brand-banner (985, 8, 1305, 83)
badavara-dateline: ಕೆಜಿಎಫ್: (700, 1031, 734, 1043)
sun-cloud-icon (672, 12, 738, 72)
date-box (40, 22, 240, 84)
